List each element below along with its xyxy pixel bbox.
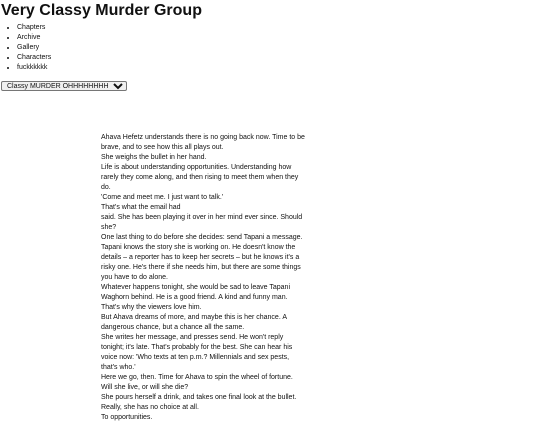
story-paragraph: She pours herself a drink, and takes one final look at the bullet. [101,394,297,401]
story-paragraph: She weighs the bullet in her hand. [101,154,207,161]
nav-link-chapters[interactable]: Chapters [17,24,46,31]
site-title: Very Classy Murder Group [1,2,202,19]
nav-item-archive [17,33,51,43]
nav-link-archive[interactable]: Archive [17,34,41,41]
story-paragraph: Ahava Hefetz understands there is no going back now. Time to be brave, and to see how this all plays out. [101,134,305,151]
story-paragraph: Really, she has no choice at all. [101,404,199,411]
nav-item-gallery [17,43,51,53]
story-paragraph: That's what the email had [101,204,181,211]
story-paragraph: Whatever happens tonight, she would be sad to leave Tapani Waghorn behind. He is a good friend. A kind and funny man. That's why the viewers love him. [101,284,290,311]
story-paragraph: 'Come and meet me. I just want to talk.' [101,194,224,201]
nav-link-extra[interactable]: fuckkkkkk [17,64,48,71]
story-paragraph: She writes her message, and presses send. He won't reply tonight; it's late. That's probably for the best. She can hear his voice now: 'Who texts at ten p.m.? Millennials and sex pests, that's who.' [101,334,293,371]
story-paragraph: Life is about understanding opportunities. Understanding how rarely they come along, and then rising to meet them when they do. [101,164,299,191]
story-paragraph: But Ahava dreams of more, and maybe this is her chance. A dangerous chance, but a chance all the same. [101,314,287,331]
nav-item-characters [17,53,51,63]
nav-link-gallery[interactable]: Gallery [17,44,40,51]
story-text [101,133,306,423]
nav-item-chapters [17,23,51,33]
story-paragraph: One last thing to do before she decides: send Tapani a message. Tapani knows the story she is working on. He doesn't know the details – a reporter has to keep her secrets – but he knows it's a risky one. He's there if she needs him, but there are some things you have to do alone. [101,234,303,281]
story-paragraph: said. She has been playing it over in her mind ever since. Should she? [101,214,303,231]
story-paragraph: Here we go, then. Time for Ahava to spin the wheel of fortune. [101,374,293,381]
story-paragraph: Will she live, or will she die? [101,384,189,391]
chapter-select[interactable] [1,81,127,91]
nav-item-extra [17,63,51,73]
story-paragraph: To opportunities. [101,414,153,421]
nav-link-characters[interactable]: Characters [17,54,52,61]
main-nav [0,23,51,73]
